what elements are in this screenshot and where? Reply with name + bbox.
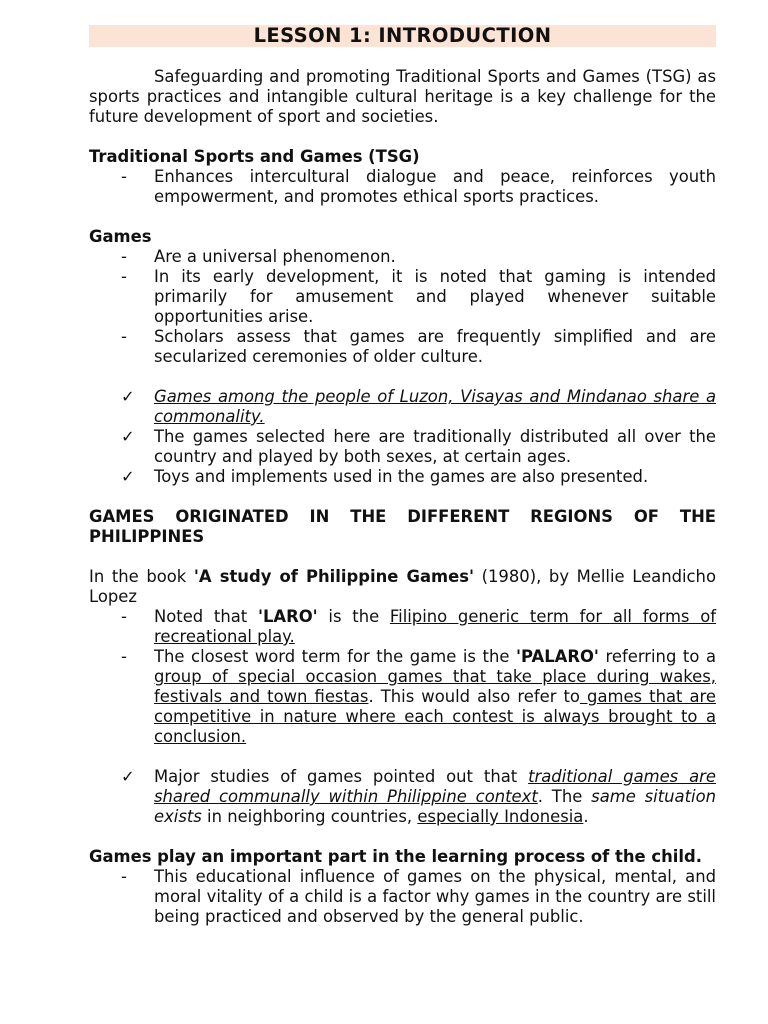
dash-bullet: -: [121, 267, 127, 286]
dash-bullet: -: [121, 247, 127, 266]
intro-paragraph: Safeguarding and promoting Traditional Sports and Games (TSG) as sports practices and intangible cultural heritage is a key challenge for the future development of sport and societies.: [89, 67, 716, 126]
check-icon: ✓: [121, 387, 135, 406]
check-item: ✓ Toys and implements used in the games are also presented.: [121, 467, 649, 486]
dash-bullet: -: [121, 167, 127, 186]
list-item: - The closest word term for the game is the 'PALARO' referring to a group of special occasion games that take place during wakes, festivals and town fiestas. This would also refer to games that are competitive in nature where each contest is always brought to a conclusion.: [121, 647, 717, 746]
book-paragraph: In the book 'A study of Philippine Games' (1980), by Mellie Leandicho Lopez: [89, 567, 716, 606]
regions-check-list: [89, 767, 716, 827]
list-item: - Enhances intercultural dialogue and peace, reinforces youth empowerment, and promotes ethical sports practices.: [121, 167, 716, 206]
list-item: - Scholars assess that games are frequently simplified and are secularized ceremonies of older culture.: [121, 327, 716, 366]
check-item: ✓ The games selected here are traditionally distributed all over the country and played by both sexes, at certain ages.: [121, 427, 716, 466]
regions-list: [89, 607, 716, 747]
games-heading: Games: [89, 227, 152, 246]
list-item: - This educational influence of games on the physical, mental, and moral vitality of a child is a factor why games in the country are still being practiced and observed by the general public.: [121, 867, 716, 926]
learning-heading: Games play an important part in the learning process of the child.: [89, 847, 702, 866]
regions-heading: GAMES ORIGINATED IN THE DIFFERENT REGIONS OF THE PHILIPPINES: [89, 507, 716, 546]
check-icon: ✓: [121, 767, 135, 786]
check-icon: ✓: [121, 427, 135, 446]
list-item: - Noted that 'LARO' is the Filipino generic term for all forms of recreational play.: [121, 607, 717, 646]
list-item: - In its early development, it is noted that gaming is intended primarily for amusement and played whenever suitable opportunities arise.: [121, 267, 716, 326]
dash-bullet: -: [121, 607, 127, 626]
document-page: [89, 25, 716, 927]
list-item: - Are a universal phenomenon.: [121, 247, 396, 266]
games-check-list: [89, 387, 716, 487]
book-title: 'A study of Philippine Games': [193, 567, 474, 586]
dash-bullet: -: [121, 327, 127, 346]
tsg-heading: Traditional Sports and Games (TSG): [89, 147, 420, 166]
games-list: [89, 247, 716, 367]
check-icon: ✓: [121, 467, 135, 486]
check-item: ✓ Major studies of games pointed out that traditional games are shared communally within Philippine context. The same situation exists in neighboring countries, especially Indonesia.: [121, 767, 716, 826]
dash-bullet: -: [121, 867, 127, 886]
learning-list: [89, 867, 716, 927]
dash-bullet: -: [121, 647, 127, 666]
lesson-title: LESSON 1: INTRODUCTION: [89, 25, 716, 47]
check-item: ✓ Games among the people of Luzon, Visayas and Mindanao share a commonality.: [121, 387, 716, 426]
tsg-list: [89, 167, 716, 207]
